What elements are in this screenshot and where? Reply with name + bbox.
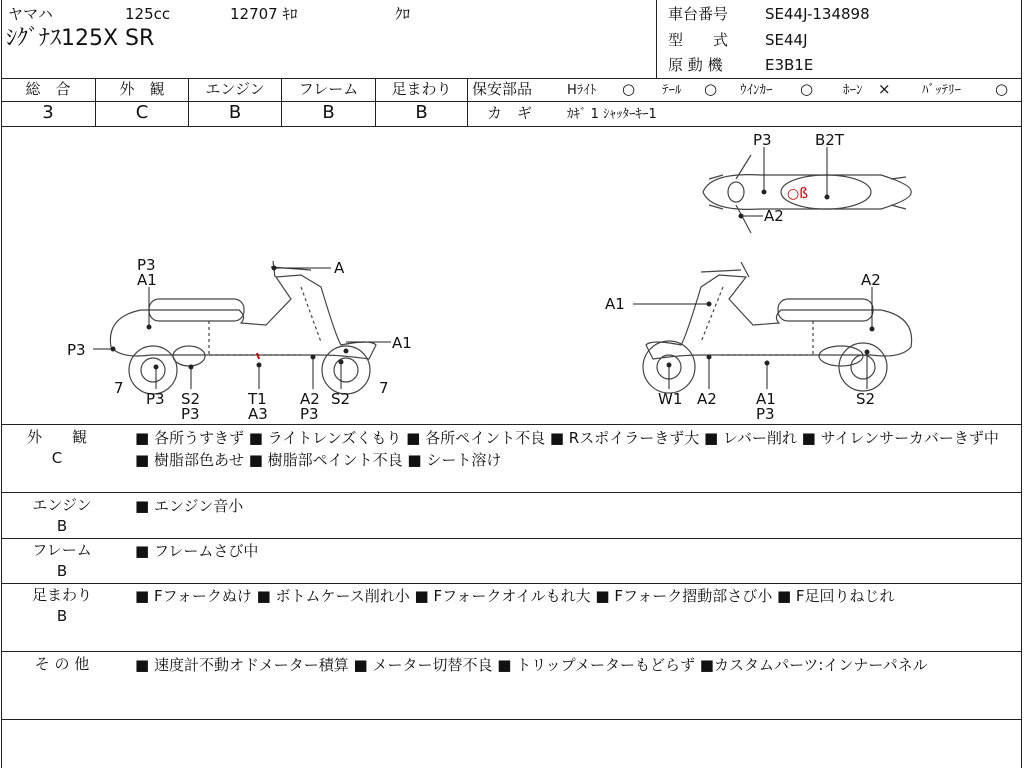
rule <box>1 492 1022 493</box>
label-right-b-p3: P3 <box>756 405 775 423</box>
label-top-b2t: B2T <box>815 131 844 149</box>
model-name: ｼｸﾞﾅｽ125X SR <box>6 26 155 51</box>
note-text-suspension: ■ Fフォークぬけ ■ ボトムケース削れ小 ■ Fフォークオイルもれ大 ■ Fフォーク摺動部さび小 ■ F足回りねじれ <box>135 587 895 605</box>
note-cat-suspension: 足まわり <box>31 586 92 604</box>
damage-diagram <box>1 127 1021 425</box>
label-left-p3-top: P3 <box>137 256 156 274</box>
displacement: 125cc <box>125 5 171 23</box>
horn-label: ﾎｰﾝ <box>843 83 863 98</box>
color: ｸﾛ <box>395 5 411 23</box>
note-grade-frame: B <box>56 562 68 580</box>
rule <box>1 583 1022 584</box>
label-left-b-a3: A3 <box>248 405 268 423</box>
label-left-a: A <box>334 259 345 277</box>
label-right-a2: A2 <box>861 271 881 289</box>
engine-grade: B <box>228 102 242 123</box>
label-right-w1: W1 <box>658 390 683 408</box>
rule <box>1 651 1022 652</box>
note-grade-exterior: C <box>51 449 63 467</box>
engine-grade-label: エンジン <box>205 80 265 98</box>
label-top-p3: P3 <box>753 131 772 149</box>
label-left-b-p3c: P3 <box>300 405 319 423</box>
grid-line <box>467 78 468 126</box>
note-text-exterior: ■ 各所うすきず ■ ライトレンズくもり ■ 各所ペイント不良 ■ Rスポイラーきず大 ■ レバー削れ ■ サイレンサーカバーきず中 ■ 樹脂部色あせ ■ 樹脂部ペイント不良 ■ シート溶け <box>135 429 999 469</box>
winker-mark: ○ <box>800 80 814 98</box>
tail-mark: ○ <box>704 80 718 98</box>
label-right-a1: A1 <box>605 295 625 313</box>
frame-line <box>1021 0 1022 768</box>
label-left-b-p3: P3 <box>146 390 165 408</box>
frame-grade: B <box>322 102 335 123</box>
grid-line <box>467 101 1022 102</box>
type-value: SE44J <box>765 31 808 49</box>
safety-label: 保安部品 <box>472 80 533 98</box>
key-value: ｶｷﾞ 1 ｼｬｯﾀｰｷｰ1 <box>567 107 657 122</box>
headlight-label: Hﾗｲﾄ <box>567 83 597 98</box>
rule <box>1 78 1022 79</box>
exterior-grade: C <box>135 102 149 123</box>
label-top-a2: A2 <box>764 207 784 225</box>
engine-label: 原 動 機 <box>668 56 723 74</box>
label-left-seven-right: 7 <box>379 379 389 397</box>
note-grade-suspension: B <box>56 607 68 625</box>
note-text-frame: ■ フレームさび中 <box>135 542 259 560</box>
note-cat-exterior: 外 観 <box>26 428 87 446</box>
rule <box>1 424 1022 425</box>
damage-scribble: ○ß <box>787 186 809 202</box>
winker-label: ｳｲﾝｶｰ <box>740 83 773 98</box>
frame-no: SE44J-134898 <box>765 5 870 23</box>
engine-value: E3B1E <box>765 56 814 74</box>
label-left-b-s2: S2 <box>181 390 201 408</box>
label-left-seven: 7 <box>114 379 124 397</box>
headlight-mark: ○ <box>622 80 636 98</box>
overall-label: 総 合 <box>25 80 71 98</box>
label-left-b-a2: A2 <box>300 390 320 408</box>
type-label: 型 式 <box>668 31 729 49</box>
damage-mark <box>257 353 259 359</box>
label-left-a1-top: A1 <box>137 271 157 289</box>
battery-mark: ○ <box>995 80 1009 98</box>
rule <box>1 538 1022 539</box>
note-cat-frame: フレーム <box>32 541 92 559</box>
note-text-other: ■ 速度計不動オドメーター積算 ■ メーター切替不良 ■ トリップメーターもどらず ■カスタムパーツ:インナーパネル <box>135 656 928 674</box>
rule <box>1 719 1022 720</box>
label-right-b-a1: A1 <box>756 390 776 408</box>
note-cat-engine: エンジン <box>32 496 92 514</box>
grid-line <box>95 78 96 126</box>
note-grade-engine: B <box>56 517 68 535</box>
exterior-label: 外 観 <box>119 80 165 98</box>
label-right-b-a2: A2 <box>697 390 717 408</box>
suspension-grade: B <box>415 102 428 123</box>
label-left-p3: P3 <box>67 341 86 359</box>
tail-label: ﾃｰﾙ <box>662 83 682 98</box>
note-cat-other: そ の 他 <box>34 655 90 673</box>
battery-label: ﾊﾞｯﾃﾘｰ <box>922 83 961 98</box>
horn-mark: × <box>878 80 891 98</box>
label-left-b-t1: T1 <box>248 390 267 408</box>
key-label: カ ギ <box>487 104 533 122</box>
label-left-b-p3b: P3 <box>181 405 200 423</box>
maker: ヤマハ <box>8 5 53 23</box>
frame-no-label: 車台番号 <box>668 5 729 23</box>
label-right-s2: S2 <box>856 390 876 408</box>
overall-grade: 3 <box>42 102 54 123</box>
mileage: 12707 ｷﾛ <box>230 5 298 23</box>
note-text-engine: ■ エンジン音小 <box>135 497 244 515</box>
label-left-a1-right: A1 <box>392 334 412 352</box>
frame-grade-label: フレーム <box>298 80 359 98</box>
header-divider <box>656 0 657 78</box>
suspension-grade-label: 足まわり <box>391 80 452 98</box>
label-left-b-s2b: S2 <box>331 390 351 408</box>
